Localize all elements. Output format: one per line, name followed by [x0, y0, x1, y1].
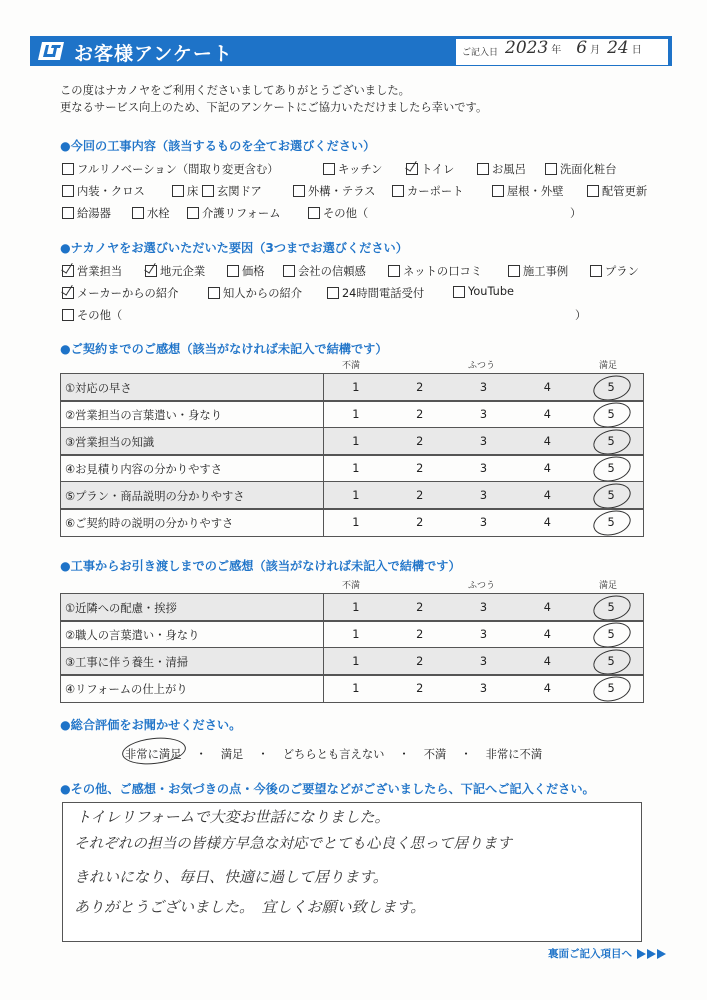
q4-row	[60, 593, 644, 622]
q2-option[interactable]	[590, 263, 639, 279]
overall-option[interactable]: 非常に不満	[485, 748, 543, 761]
q2-option[interactable]	[508, 263, 568, 279]
arrow-right-icon	[657, 949, 666, 959]
checkbox[interactable]	[587, 185, 599, 197]
date-label: ご記入日	[462, 48, 499, 58]
rating-number: 4	[543, 682, 551, 695]
q1-option[interactable]	[477, 161, 526, 177]
q3-row	[60, 454, 644, 483]
rating-option-1[interactable]	[324, 594, 388, 621]
q3-row-label: ④お見積り内容の分かりやすさ	[61, 455, 324, 482]
rating-cells	[324, 648, 643, 675]
q1-option-label: 外構・テラス	[308, 185, 376, 198]
q1-option-label: 水栓	[147, 207, 170, 220]
rating-number: 3	[479, 408, 488, 421]
rating-cells	[324, 374, 643, 401]
q1-option[interactable]	[293, 183, 375, 199]
q2-option[interactable]	[453, 285, 514, 298]
q2-option[interactable]	[62, 263, 122, 279]
q1-option-label: その他（	[323, 207, 369, 220]
q1-option-label: 洗面化粧台	[560, 163, 617, 176]
rating-number: 4	[543, 462, 551, 475]
q3-row-label: ①対応の早さ	[61, 374, 324, 401]
q1-option[interactable]	[392, 183, 464, 199]
scale-label-low: 不満	[342, 581, 361, 591]
rating-cells	[324, 428, 643, 455]
q2-option[interactable]	[62, 307, 122, 323]
rating-number: 5	[607, 516, 615, 529]
rating-option-3[interactable]	[452, 509, 516, 536]
q3-row	[60, 400, 644, 429]
rating-number: 5	[607, 628, 615, 641]
rating-number: 5	[607, 381, 615, 394]
rating-number: 2	[416, 462, 424, 475]
rating-option-4[interactable]	[515, 455, 579, 482]
checkbox[interactable]	[477, 163, 489, 175]
checkbox[interactable]	[590, 265, 602, 277]
rating-option-2[interactable]	[388, 509, 452, 536]
q1-option-label: 床	[187, 185, 199, 198]
checkbox[interactable]	[388, 265, 400, 277]
q2-option[interactable]	[145, 263, 205, 279]
checkbox[interactable]	[227, 265, 239, 277]
rating-option-4[interactable]	[515, 594, 579, 621]
rating-cells	[324, 594, 643, 621]
checkbox[interactable]	[492, 185, 504, 197]
q4-row-label: ②職人の言葉遣い・身なり	[61, 621, 324, 648]
q2-option-label: メーカーからの紹介	[77, 287, 179, 300]
checkbox[interactable]	[406, 163, 418, 175]
rating-number: 1	[352, 408, 360, 421]
q2-option-label: 知人からの紹介	[223, 287, 303, 300]
rating-number: 5	[607, 462, 615, 475]
q2-option[interactable]	[227, 263, 265, 279]
rating-number: 3	[479, 682, 488, 695]
q1-option[interactable]	[172, 183, 198, 199]
checkbox[interactable]	[545, 163, 557, 175]
overall-option[interactable]: 不満	[423, 748, 447, 761]
rating-option-5[interactable]	[579, 594, 643, 621]
q2-option-label: ネットの口コミ	[403, 265, 483, 278]
date-year-unit: 年	[551, 45, 562, 56]
rating-option-5[interactable]	[579, 509, 643, 536]
rating-option-1[interactable]	[324, 621, 388, 648]
rating-number: 4	[543, 435, 551, 448]
checkbox[interactable]	[202, 185, 214, 197]
q1-option-label: お風呂	[492, 163, 526, 176]
company-logo-icon	[38, 40, 66, 62]
scale-label-low: 不満	[342, 361, 361, 371]
scale-label-mid: ふつう	[468, 361, 496, 371]
q4-row-label: ④リフォームの仕上がり	[61, 675, 324, 702]
rating-option-5[interactable]	[579, 374, 643, 401]
q5-title: ●総合評価をお聞かせください。	[60, 718, 242, 732]
rating-number: 1	[352, 655, 360, 668]
checkbox[interactable]	[392, 185, 404, 197]
rating-number: 2	[416, 516, 424, 529]
checkbox[interactable]	[172, 185, 184, 197]
rating-option-5[interactable]	[579, 428, 643, 455]
rating-option-5[interactable]	[579, 401, 643, 428]
rating-number: 4	[543, 655, 551, 668]
q2-title: ●ナカノヤをお選びいただいた要因（3つまでお選びください）	[60, 241, 408, 255]
rating-option-5[interactable]	[579, 455, 643, 482]
q1-option[interactable]	[62, 183, 145, 199]
checkbox[interactable]	[308, 207, 320, 219]
rating-option-2[interactable]	[388, 675, 452, 702]
q2-option-label: YouTube	[468, 285, 514, 298]
rating-option-2[interactable]	[388, 401, 452, 428]
q2-option[interactable]	[327, 285, 424, 301]
rating-option-2[interactable]	[388, 455, 452, 482]
q3-row	[60, 481, 644, 510]
q4-title: ●工事からお引き渡しまでのご感想（該当がなければ未記入で結構です）	[60, 559, 461, 573]
rating-option-3[interactable]	[452, 482, 516, 509]
scale-label-mid: ふつう	[468, 581, 496, 591]
rating-option-2[interactable]	[388, 482, 452, 509]
back-side-label: 裏面ご記入項目へ	[548, 948, 632, 960]
overall-option[interactable]: どちらとも言えない	[282, 748, 385, 761]
q3-row	[60, 508, 644, 537]
q1-title: ●今回の工事内容（該当するものを全てお選びください）	[60, 139, 376, 153]
rating-number: 5	[607, 601, 615, 614]
overall-option[interactable]: 満足	[220, 748, 244, 761]
q3-row-label: ②営業担当の言葉遣い・身なり	[61, 401, 324, 428]
date-year[interactable]: 2023	[505, 38, 549, 58]
comment-line-4: ありがとうございました。 宜しくお願い致します。	[74, 898, 426, 916]
rating-number: 3	[479, 435, 488, 448]
page-title: お客様アンケート	[74, 43, 233, 65]
rating-option-4[interactable]	[515, 509, 579, 536]
rating-number: 2	[416, 408, 424, 421]
rating-option-3[interactable]	[452, 594, 516, 621]
q2-option-label: 会社の信頼感	[298, 265, 366, 278]
q3-row-label: ⑥ご契約時の説明の分かりやすさ	[61, 509, 324, 536]
checkbox[interactable]	[283, 265, 295, 277]
rating-number: 5	[607, 435, 615, 448]
rating-number: 5	[607, 655, 615, 668]
checkbox[interactable]	[208, 287, 220, 299]
q3-row	[60, 373, 644, 402]
rating-number: 5	[607, 408, 615, 421]
rating-option-5[interactable]	[579, 648, 643, 675]
q4-row	[60, 620, 644, 649]
q2-option[interactable]	[62, 285, 178, 301]
q1-option-label: 介護リフォーム	[202, 207, 281, 220]
rating-number: 4	[543, 628, 551, 641]
rating-cells	[324, 401, 643, 428]
q2-option-label: 施工事例	[523, 265, 569, 278]
rating-number: 4	[543, 601, 551, 614]
checkbox[interactable]	[323, 163, 335, 175]
overall-option[interactable]: 非常に満足	[125, 748, 182, 761]
rating-number: 4	[543, 516, 551, 529]
rating-number: 1	[352, 381, 360, 394]
entry-date	[505, 38, 642, 58]
rating-number: 3	[479, 655, 488, 668]
rating-option-4[interactable]	[515, 482, 579, 509]
q1-option[interactable]	[492, 183, 564, 199]
checkbox[interactable]	[508, 265, 520, 277]
rating-option-2[interactable]	[388, 594, 452, 621]
q1-option-label: 屋根・外壁	[507, 185, 564, 198]
checkbox[interactable]	[293, 185, 305, 197]
selected-circle	[591, 507, 634, 539]
q3-title: ●ご契約までのご感想（該当がなければ未記入で結構です）	[60, 342, 388, 356]
rating-number: 2	[416, 601, 424, 614]
rating-option-1[interactable]	[324, 482, 388, 509]
rating-option-2[interactable]	[388, 648, 452, 675]
rating-number: 2	[416, 381, 424, 394]
checkbox[interactable]	[62, 287, 74, 299]
q2-option-label: 価格	[242, 265, 265, 278]
q1-option[interactable]	[62, 205, 111, 221]
rating-option-3[interactable]	[452, 621, 516, 648]
q1-option-label: 給湯器	[77, 207, 111, 220]
q1-option-label: 玄関ドア	[217, 185, 262, 198]
checkbox[interactable]	[132, 207, 144, 219]
rating-number: 4	[543, 408, 551, 421]
rating-option-1[interactable]	[324, 401, 388, 428]
rating-number: 4	[543, 489, 551, 502]
rating-option-1[interactable]	[324, 509, 388, 536]
rating-option-2[interactable]	[388, 374, 452, 401]
rating-option-3[interactable]	[452, 401, 516, 428]
back-side-link[interactable]	[548, 946, 666, 961]
rating-option-3[interactable]	[452, 675, 516, 702]
scale-label-high: 満足	[599, 581, 618, 591]
rating-number: 2	[416, 489, 424, 502]
q1-option-label: 内装・クロス	[77, 185, 145, 198]
rating-option-1[interactable]	[324, 428, 388, 455]
comment-line-1: トイレリフォームで大変お世話になりました。	[76, 808, 390, 826]
rating-option-5[interactable]	[579, 675, 643, 702]
q2-option-label: 営業担当	[77, 265, 123, 278]
rating-number: 3	[479, 462, 488, 475]
rating-option-5[interactable]	[579, 621, 643, 648]
checkbox[interactable]	[62, 207, 74, 219]
intro-line-1: この度はナカノヤをご利用くださいましてありがとうございました。	[60, 84, 410, 97]
q1-option[interactable]	[62, 161, 279, 177]
date-month[interactable]: 6	[576, 38, 588, 58]
rating-number: 1	[352, 628, 360, 641]
checkbox[interactable]	[145, 265, 157, 277]
q2-other-close-paren: ）	[575, 309, 587, 322]
rating-option-1[interactable]	[324, 455, 388, 482]
arrow-right-icon	[647, 949, 656, 959]
checkbox[interactable]	[62, 185, 74, 197]
checkbox[interactable]	[327, 287, 339, 299]
q4-row	[60, 647, 644, 676]
q1-option[interactable]	[132, 205, 170, 221]
selected-circle	[591, 673, 634, 705]
rating-option-5[interactable]	[579, 482, 643, 509]
rating-number: 1	[352, 601, 360, 614]
rating-option-1[interactable]	[324, 675, 388, 702]
rating-cells	[324, 675, 643, 702]
comment-line-2: それぞれの担当の皆様方早急な対応でとても心良く思って居ります	[74, 835, 512, 852]
q1-option-label: キッチン	[338, 163, 383, 176]
rating-number: 5	[607, 489, 615, 502]
rating-option-4[interactable]	[515, 648, 579, 675]
q3-row-label: ③営業担当の知識	[61, 428, 324, 455]
rating-option-2[interactable]	[388, 621, 452, 648]
date-day[interactable]: 24	[607, 38, 629, 58]
rating-number: 5	[607, 682, 615, 695]
checkbox[interactable]	[62, 309, 74, 321]
q4-row-label: ①近隣への配慮・挨拶	[61, 594, 324, 621]
separator: ・	[460, 748, 472, 761]
rating-option-3[interactable]	[452, 428, 516, 455]
q1-option[interactable]	[545, 161, 617, 177]
rating-option-4[interactable]	[515, 401, 579, 428]
rating-number: 3	[479, 601, 488, 614]
rating-number: 2	[416, 655, 424, 668]
q3-row-label: ⑤プラン・商品説明の分かりやすさ	[61, 482, 324, 509]
q1-option-label: トイレ	[421, 163, 455, 176]
q1-option[interactable]	[187, 205, 281, 221]
arrow-right-icon	[637, 949, 646, 959]
q6-title: ●その他、ご感想・お気づきの点・今後のご要望などがございましたら、下記へご記入ください。	[60, 782, 595, 796]
separator: ・	[257, 748, 269, 761]
q2-option[interactable]	[283, 263, 366, 279]
rating-option-4[interactable]	[515, 374, 579, 401]
date-day-unit: 日	[631, 45, 642, 56]
q2-option-label: プラン	[605, 265, 639, 278]
rating-number: 1	[352, 489, 360, 502]
checkbox[interactable]	[187, 207, 199, 219]
q1-option[interactable]	[406, 161, 454, 177]
rating-option-3[interactable]	[452, 374, 516, 401]
rating-option-3[interactable]	[452, 455, 516, 482]
rating-option-3[interactable]	[452, 648, 516, 675]
q1-other-close-paren: ）	[570, 207, 582, 220]
q1-option-label: フルリノベーション（間取り変更含む）	[77, 163, 279, 176]
rating-option-2[interactable]	[388, 428, 452, 455]
rating-number: 2	[416, 628, 424, 641]
overall-rating-options	[125, 746, 556, 762]
date-month-unit: 月	[590, 45, 601, 56]
separator: ・	[398, 748, 410, 761]
rating-number: 1	[352, 462, 360, 475]
rating-cells	[324, 482, 643, 509]
rating-option-1[interactable]	[324, 374, 388, 401]
q2-option[interactable]	[388, 263, 482, 279]
q1-option[interactable]	[323, 161, 382, 177]
rating-cells	[324, 509, 643, 536]
rating-number: 1	[352, 435, 360, 448]
rating-cells	[324, 621, 643, 648]
rating-number: 3	[479, 489, 488, 502]
q1-option-label: カーポート	[407, 185, 464, 198]
q3-row	[60, 427, 644, 456]
q2-option-label: その他（	[77, 309, 123, 322]
rating-option-4[interactable]	[515, 675, 579, 702]
q4-row-label: ③工事に伴う養生・清掃	[61, 648, 324, 675]
checkbox[interactable]	[62, 265, 74, 277]
rating-number: 1	[352, 682, 360, 695]
checkbox[interactable]	[453, 286, 465, 298]
rating-number: 2	[416, 682, 424, 695]
scale-label-high: 満足	[599, 361, 618, 371]
q1-option-label: 配管更新	[602, 185, 648, 198]
intro-line-2: 更なるサービス向上のため、下記のアンケートにご協力いただけましたら幸いです。	[60, 101, 488, 114]
q2-option-label: 地元企業	[160, 265, 206, 278]
rating-number: 1	[352, 516, 360, 529]
rating-number: 3	[479, 381, 488, 394]
q2-option[interactable]	[208, 285, 302, 301]
rating-option-4[interactable]	[515, 621, 579, 648]
rating-number: 3	[479, 516, 488, 529]
rating-number: 4	[543, 381, 551, 394]
q2-option-label: 24時間電話受付	[342, 287, 425, 300]
comment-line-3: きれいになり、毎日、快適に過して居ります。	[74, 868, 388, 886]
rating-cells	[324, 455, 643, 482]
rating-number: 3	[479, 628, 488, 641]
q1-option[interactable]	[308, 205, 368, 221]
q1-option[interactable]	[202, 183, 262, 199]
q1-option[interactable]	[587, 183, 647, 199]
rating-number: 2	[416, 435, 424, 448]
separator: ・	[195, 748, 207, 761]
rating-option-4[interactable]	[515, 428, 579, 455]
rating-option-1[interactable]	[324, 648, 388, 675]
checkbox[interactable]	[62, 163, 74, 175]
q4-row	[60, 674, 644, 703]
